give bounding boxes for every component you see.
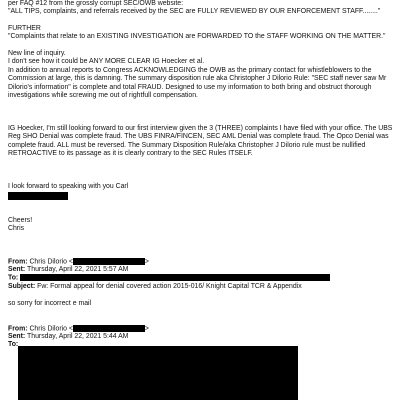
closing-cheers: Cheers! — [8, 217, 33, 224]
closing-look-forward: I look forward to speaking with you Carl — [8, 183, 129, 190]
ig-hoecker-paragraph: IG Hoecker, I'm still looking forward to our first interview given the 3 (THREE) complaints I have filed with your office. The UBS Reg SHO Denial was complete fraud. The UBS FINRA/FINCEN, SEC AML Denial was complete fraud. The Opco Denial was complete fraud. ALL must be reversed. The Summary Disposition Rule/aka Christopher J Dilorio rule must be nullified RETROACTIVE to its passage as it is clearly contrary to the SEC Rules ITSELF. — [8, 125, 393, 157]
email1-subject-row — [8, 283, 302, 291]
email1-from-label: From: — [8, 258, 28, 266]
email2-sent-label: Sent: — [8, 333, 26, 340]
email1-to-label: To: — [8, 274, 19, 282]
clear-statement: I don't see how it could be ANY MORE CLEAR IG Hoecker et al. — [8, 58, 205, 65]
faq-intro-line: per FAQ #12 from the grossly corrupt SEC/OWB website: — [8, 0, 184, 7]
redaction-block-large — [18, 346, 298, 400]
email1-to-row — [8, 274, 330, 283]
faq-quote-complaints: "Complaints that relate to an EXISTING INVESTIGATION are FORWARDED TO the STAFF WORKING ON THE MATTER." — [8, 33, 386, 40]
redaction-block — [8, 192, 68, 200]
email2-from-label: From: — [8, 325, 28, 333]
further-heading: FURTHER — [8, 25, 41, 32]
email1-sent-value: Thursday, April 22, 2021 5:57 AM — [27, 266, 129, 273]
new-line-inquiry: New line of inquiry. — [8, 50, 66, 57]
email2-sent-value: Thursday, April 22, 2021 5:44 AM — [27, 333, 129, 340]
email2-sent-row — [8, 333, 128, 341]
email1-sent-label: Sent: — [8, 266, 26, 273]
redaction-block — [73, 325, 145, 332]
email2-to-label: To: — [8, 341, 19, 348]
email2-to-row — [8, 341, 18, 349]
faq-quote-tips: "ALL TIPS, complaints, and referrals received by the SEC are FULLY REVIEWED BY OUR ENFORCEMENT STAFF........" — [8, 8, 381, 15]
email1-from-end: > — [144, 258, 149, 266]
email1-from-value: Chris Dilorio < — [29, 258, 73, 266]
redaction-block — [20, 274, 330, 281]
email2-from-end: > — [144, 325, 149, 333]
closing-name: Chris — [8, 225, 25, 232]
email1-body: so sorry for incorrect e mail — [8, 300, 92, 307]
email2-from-value: Chris Dilorio < — [29, 325, 73, 333]
damning-paragraph: In addition to annual reports to Congress ACKNOWLEDGING the OWB as the primary contact for whistleblowers to the Commission at large, this is damning. The summary disposition rule aka Christopher J Dilorio Rule: "SEC staff never saw Mr Dilorio's information" is complete and total FRAUD. Designed to use my information to both bring and obstruct thorough investigations while screwing me out of rightfull compensation. — [8, 67, 387, 99]
email1-subject-label: Subject: — [8, 283, 36, 290]
closing-redacted — [8, 192, 68, 201]
redaction-block — [73, 258, 145, 265]
email1-subject-value: Fw: Formal appeal for denial covered action 2015-016/ Knight Capital TCR & Appendix — [37, 283, 302, 290]
